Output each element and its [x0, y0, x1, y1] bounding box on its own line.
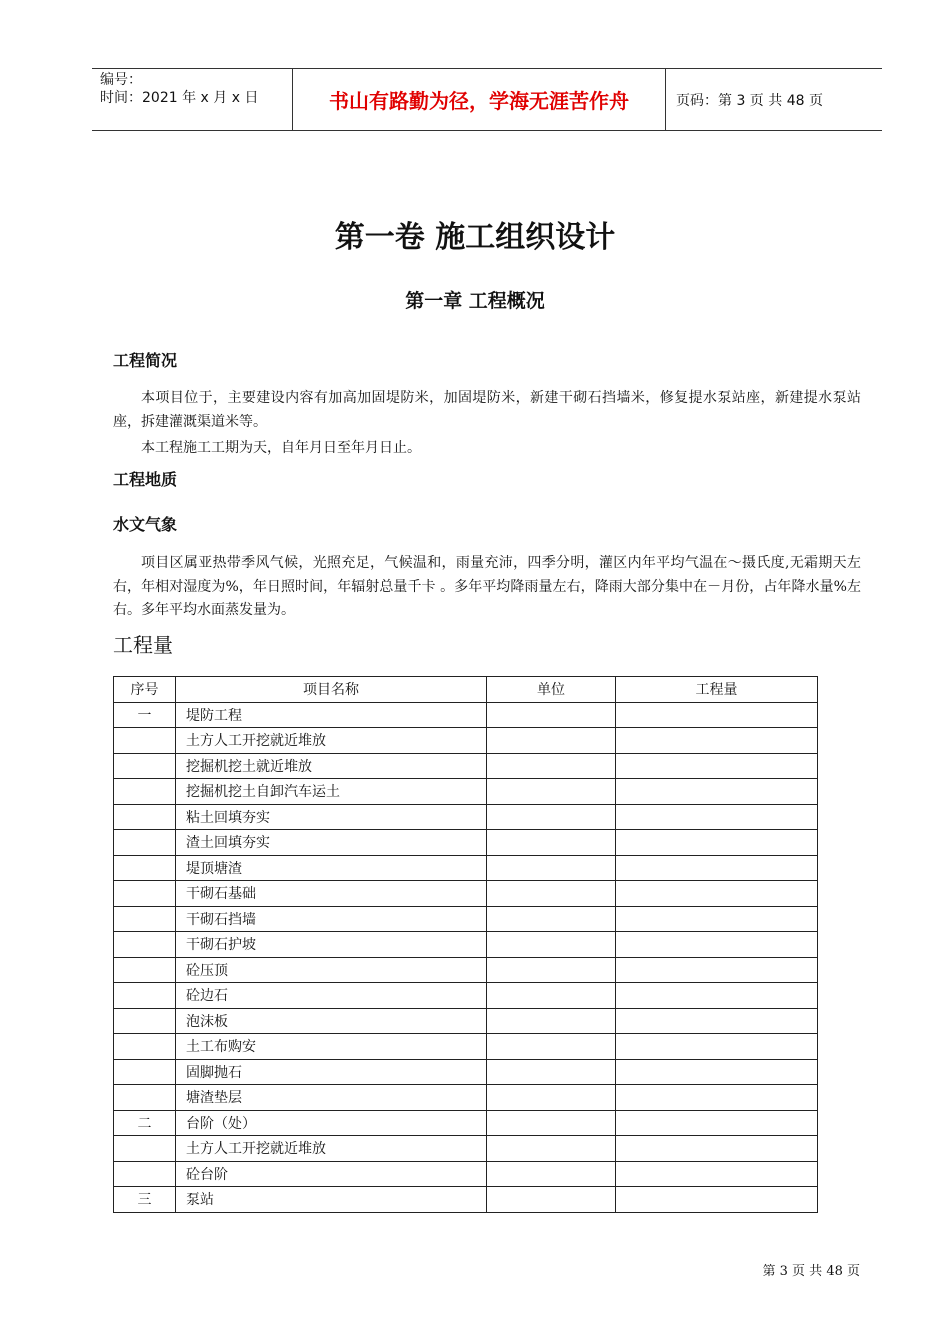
unit-cell [487, 1085, 616, 1111]
quantity-cell [616, 728, 818, 754]
column-header: 工程量 [616, 677, 818, 703]
quantity-cell [616, 1161, 818, 1187]
table-row [114, 906, 818, 932]
table-row [114, 1085, 818, 1111]
table-row [114, 1059, 818, 1085]
row-number-cell [114, 753, 176, 779]
table-row [114, 728, 818, 754]
table-row [114, 881, 818, 907]
unit-cell [487, 702, 616, 728]
unit-cell [487, 753, 616, 779]
quantity-cell [616, 1085, 818, 1111]
hydro-paragraph: 项目区属亚热带季风气候，光照充足，气候温和，雨量充沛，四季分明，灌区内年平均气温在～摄氏度,无霜期天左右，年相对湿度为%，年日照时间，年辐射总量千卡 。多年平均降雨量左右，降雨大部分集中在－月份，占年降水量%左右。多年平均水面蒸发量为。 [113, 555, 861, 618]
row-number-cell [114, 779, 176, 805]
quantity-cell [616, 855, 818, 881]
unit-cell [487, 906, 616, 932]
unit-cell [487, 1034, 616, 1060]
document-title: 第一卷 施工组织设计 [334, 220, 616, 255]
unit-cell [487, 1008, 616, 1034]
quantity-cell [616, 983, 818, 1009]
table-row [114, 1161, 818, 1187]
item-name-cell: 堤防工程 [176, 702, 487, 728]
row-number-cell [114, 728, 176, 754]
geology-heading: 工程地质 [113, 470, 178, 489]
quantity-cell [616, 1187, 818, 1213]
item-name-cell: 干砌石护坡 [176, 932, 487, 958]
quantity-cell [616, 753, 818, 779]
quantity-cell [616, 1008, 818, 1034]
quantity-cell [616, 957, 818, 983]
row-number-cell [114, 906, 176, 932]
row-number-cell [114, 1008, 176, 1034]
unit-cell [487, 1059, 616, 1085]
table-row [114, 702, 818, 728]
table-row [114, 830, 818, 856]
quantity-cell [616, 932, 818, 958]
row-number-cell [114, 1136, 176, 1162]
item-name-cell: 干砌石挡墙 [176, 906, 487, 932]
unit-cell [487, 1187, 616, 1213]
row-number-cell [114, 983, 176, 1009]
page-footer: 第 3 页 共 48 页 [762, 1264, 860, 1279]
chapter-title: 第一章 工程概况 [405, 290, 545, 312]
table-row [114, 1008, 818, 1034]
header-meta [100, 71, 290, 107]
row-number-cell [114, 957, 176, 983]
row-number-cell: 三 [114, 1187, 176, 1213]
unit-cell [487, 855, 616, 881]
row-number-cell [114, 830, 176, 856]
unit-cell [487, 1161, 616, 1187]
column-header: 序号 [114, 677, 176, 703]
unit-cell [487, 957, 616, 983]
row-number-cell [114, 932, 176, 958]
unit-cell [487, 1110, 616, 1136]
row-number-cell [114, 1034, 176, 1060]
quantity-cell [616, 830, 818, 856]
hydro-heading: 水文气象 [113, 515, 178, 534]
quantity-cell [616, 1136, 818, 1162]
item-name-cell: 渣土回填夯实 [176, 830, 487, 856]
item-name-cell: 台阶（处） [176, 1110, 487, 1136]
quantity-cell [616, 1110, 818, 1136]
item-name-cell: 粘土回填夯实 [176, 804, 487, 830]
table-row [114, 779, 818, 805]
unit-cell [487, 983, 616, 1009]
table-row [114, 1034, 818, 1060]
unit-cell [487, 830, 616, 856]
item-name-cell: 砼压顶 [176, 957, 487, 983]
quantity-heading: 工程量 [113, 633, 173, 657]
header-page-info: 页码：第 3 页 共 48 页 [676, 92, 823, 109]
page-header [92, 68, 882, 131]
quantity-cell [616, 1034, 818, 1060]
item-name-cell: 挖掘机挖土就近堆放 [176, 753, 487, 779]
column-header: 项目名称 [176, 677, 487, 703]
row-number-cell: 一 [114, 702, 176, 728]
header-motto: 书山有路勤为径，学海无涯苦作舟 [329, 89, 629, 113]
unit-cell [487, 932, 616, 958]
item-name-cell: 土方人工开挖就近堆放 [176, 1136, 487, 1162]
row-number-cell [114, 1085, 176, 1111]
overview-period-paragraph: 本工程施工工期为天，自年月日至年月日止。 [141, 440, 421, 456]
item-name-cell: 泵站 [176, 1187, 487, 1213]
table-row [114, 855, 818, 881]
item-name-cell: 堤顶塘渣 [176, 855, 487, 881]
header-divider [665, 69, 666, 130]
item-name-cell: 土方人工开挖就近堆放 [176, 728, 487, 754]
serial-label: 编号： [100, 72, 142, 88]
unit-cell [487, 779, 616, 805]
table-row [114, 1136, 818, 1162]
unit-cell [487, 804, 616, 830]
row-number-cell [114, 855, 176, 881]
quantity-cell [616, 702, 818, 728]
row-number-cell [114, 1161, 176, 1187]
table-row [114, 932, 818, 958]
time-label: 时间：2021 年 x 月 x 日 [100, 90, 259, 106]
header-divider [292, 69, 293, 130]
table-header-row [114, 677, 818, 703]
item-name-cell: 塘渣垫层 [176, 1085, 487, 1111]
item-name-cell: 固脚抛石 [176, 1059, 487, 1085]
quantity-cell [616, 881, 818, 907]
row-number-cell [114, 804, 176, 830]
item-name-cell: 挖掘机挖土自卸汽车运土 [176, 779, 487, 805]
unit-cell [487, 881, 616, 907]
quantity-cell [616, 906, 818, 932]
table-row [114, 1187, 818, 1213]
unit-cell [487, 728, 616, 754]
item-name-cell: 土工布购安 [176, 1034, 487, 1060]
column-header: 单位 [487, 677, 616, 703]
quantity-cell [616, 1059, 818, 1085]
table-body [114, 702, 818, 1212]
item-name-cell: 砼台阶 [176, 1161, 487, 1187]
table-row [114, 1110, 818, 1136]
item-name-cell: 泡沫板 [176, 1008, 487, 1034]
quantity-cell [616, 804, 818, 830]
table-row [114, 753, 818, 779]
quantity-table [113, 676, 818, 1213]
unit-cell [487, 1136, 616, 1162]
row-number-cell [114, 1059, 176, 1085]
item-name-cell: 干砌石基础 [176, 881, 487, 907]
table-row [114, 957, 818, 983]
quantity-cell [616, 779, 818, 805]
table-row [114, 804, 818, 830]
row-number-cell [114, 881, 176, 907]
overview-paragraph: 本项目位于，主要建设内容有加高加固堤防米，加固堤防米，新建干砌石挡墙米，修复提水泵站座，新建提水泵站座，拆建灌溉渠道米等。 [113, 390, 861, 430]
table-row [114, 983, 818, 1009]
row-number-cell: 二 [114, 1110, 176, 1136]
item-name-cell: 砼边石 [176, 983, 487, 1009]
overview-heading: 工程简况 [113, 351, 178, 370]
